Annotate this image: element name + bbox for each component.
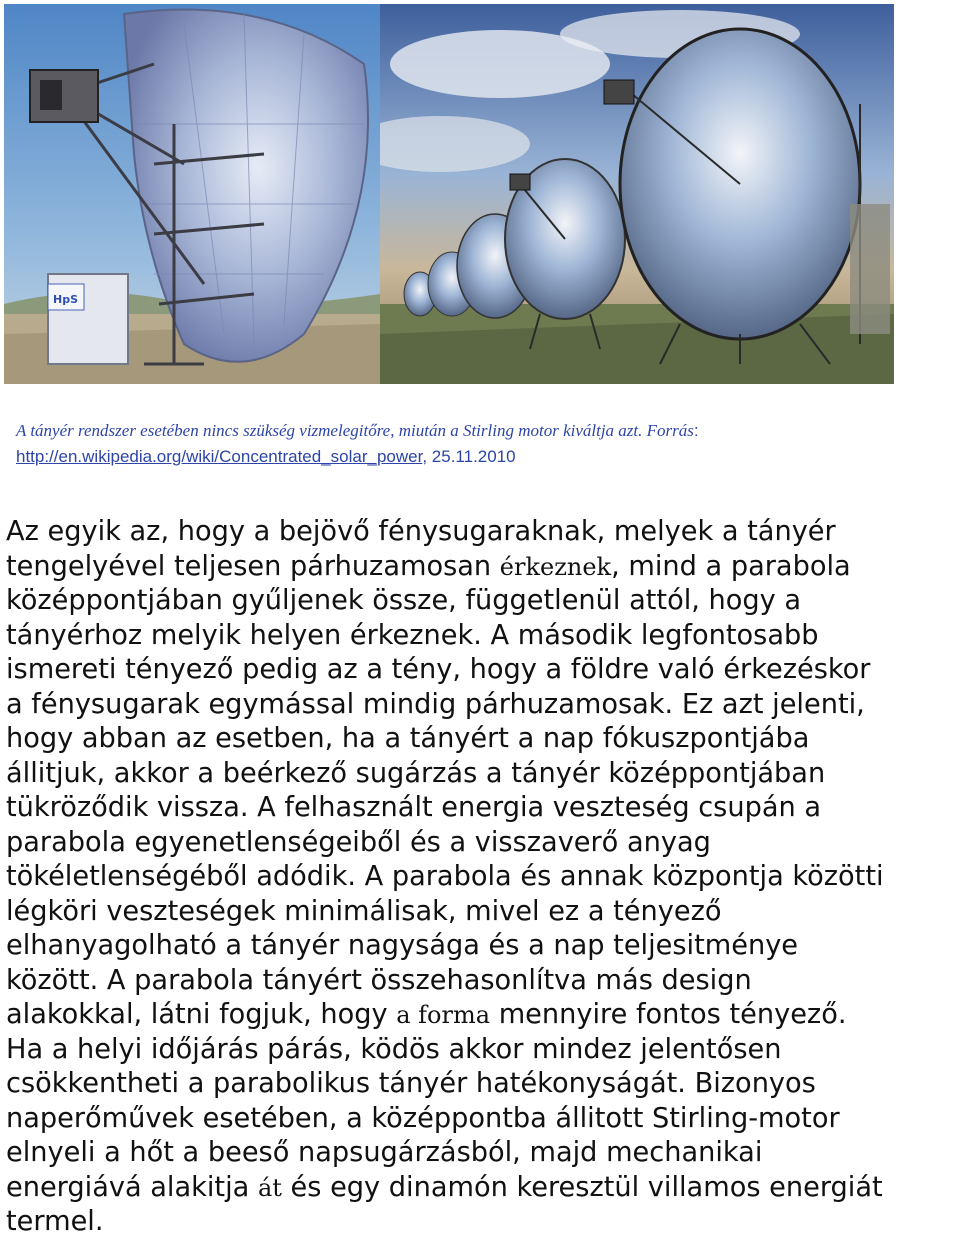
paragraph-segment: át [257,1173,282,1202]
paragraph-segment: naperőművek esetében, a középpontba állitott Stirling-motor [6,1102,840,1134]
paragraph-line [6,722,960,757]
photo-solar-dish-array [380,4,894,384]
paragraph-line [6,1205,960,1240]
paragraph-line [6,998,960,1033]
paragraph-segment: elnyeli a hőt a beeső napsugárzásból, majd mechanikai [6,1137,763,1168]
paragraph-line [6,895,960,930]
paragraph-line [6,584,960,619]
paragraph-segment: hogy abban az esetben, ha a tányért a nap fókuszpontjába [6,723,810,754]
caption-colon: : [693,421,699,440]
paragraph-segment: elhanyagolható a tányér nagysága és a nap teljesitménye [6,930,799,961]
paragraph-segment: között. A parabola tányért összehasonlítva más design [6,964,752,996]
paragraph-segment: Az egyik az, hogy a bejövő fénysugaraknak, melyek a tányér [6,516,836,547]
paragraph-line [6,1067,960,1102]
source-link[interactable]: http://en.wikipedia.org/wiki/Concentrated_solar_power [16,447,423,466]
paragraph-line [6,1136,960,1171]
paragraph-segment: alakokkal, látni fogjuk, hogy [6,999,397,1030]
paragraph-line [6,860,960,895]
paragraph-segment: érkeznek [499,552,612,581]
photo-single-solar-dish [4,4,380,384]
paragraph-line [6,1171,960,1206]
paragraph-line [6,1102,960,1137]
paragraph-line [6,1033,960,1068]
paragraph-segment: ismereti tényező pedig az a tény, hogy a földre való érkezéskor [6,654,871,685]
paragraph-segment: mennyire fontos tényező. [490,999,847,1030]
paragraph-segment: állitjuk, akkor a beérkező sugárzás a tányér középpontjában [6,757,826,789]
paragraph-segment: , mind a parabola [611,550,851,582]
paragraph-segment: termel. [6,1206,104,1237]
paragraph-segment: parabola egyenetlenségeiből és a visszaverő anyag [6,826,711,858]
paragraph-segment: csökkentheti a parabolikus tányér hatékonyságát. Bizonyos [6,1068,816,1099]
body-paragraph [6,515,960,1240]
paragraph-segment: Ha a helyi időjárás párás, ködös akkor mindez jelentősen [6,1033,782,1065]
paragraph-segment: a fénysugarak egymással mindig párhuzamosak. Ez azt jelenti, [6,688,865,720]
paragraph-segment: tengelyével teljesen párhuzamosan [6,550,500,582]
caption-text: A tányér rendszer esetében nincs szükség vizmelegitőre, miután a Stirling motor kiváltja azt. Forrás [16,421,694,440]
paragraph-segment: középpontjában gyűljenek össze, függetlenül attól, hogy a [6,585,802,616]
paragraph-line [6,964,960,999]
caption-date: , 25.11.2010 [422,447,516,466]
paragraph-segment: energiává alakitja [6,1171,258,1203]
paragraph-segment: és egy dinamón keresztül villamos energiát [281,1171,883,1203]
paragraph-line [6,688,960,723]
paragraph-line [6,653,960,688]
paragraph-segment: tükröződik vissza. A felhasznált energia veszteség csupán a [6,792,822,823]
paragraph-segment: tökéletlenségéből adódik. A parabola és annak központja közötti [6,861,884,892]
paragraph-line [6,757,960,792]
paragraph-line [6,550,960,585]
paragraph-segment: a forma [396,1001,491,1029]
hps-badge: HpS [53,293,79,306]
photo-caption [16,418,916,470]
paragraph-line [6,929,960,964]
paragraph-segment: légköri veszteségek minimálisak, mivel ez a tényező [6,895,722,927]
paragraph-line [6,619,960,654]
paragraph-segment: tányérhoz melyik helyen érkeznek. A második legfontosabb [6,619,819,651]
paragraph-line [6,791,960,826]
paragraph-line [6,515,960,550]
paragraph-line [6,826,960,861]
